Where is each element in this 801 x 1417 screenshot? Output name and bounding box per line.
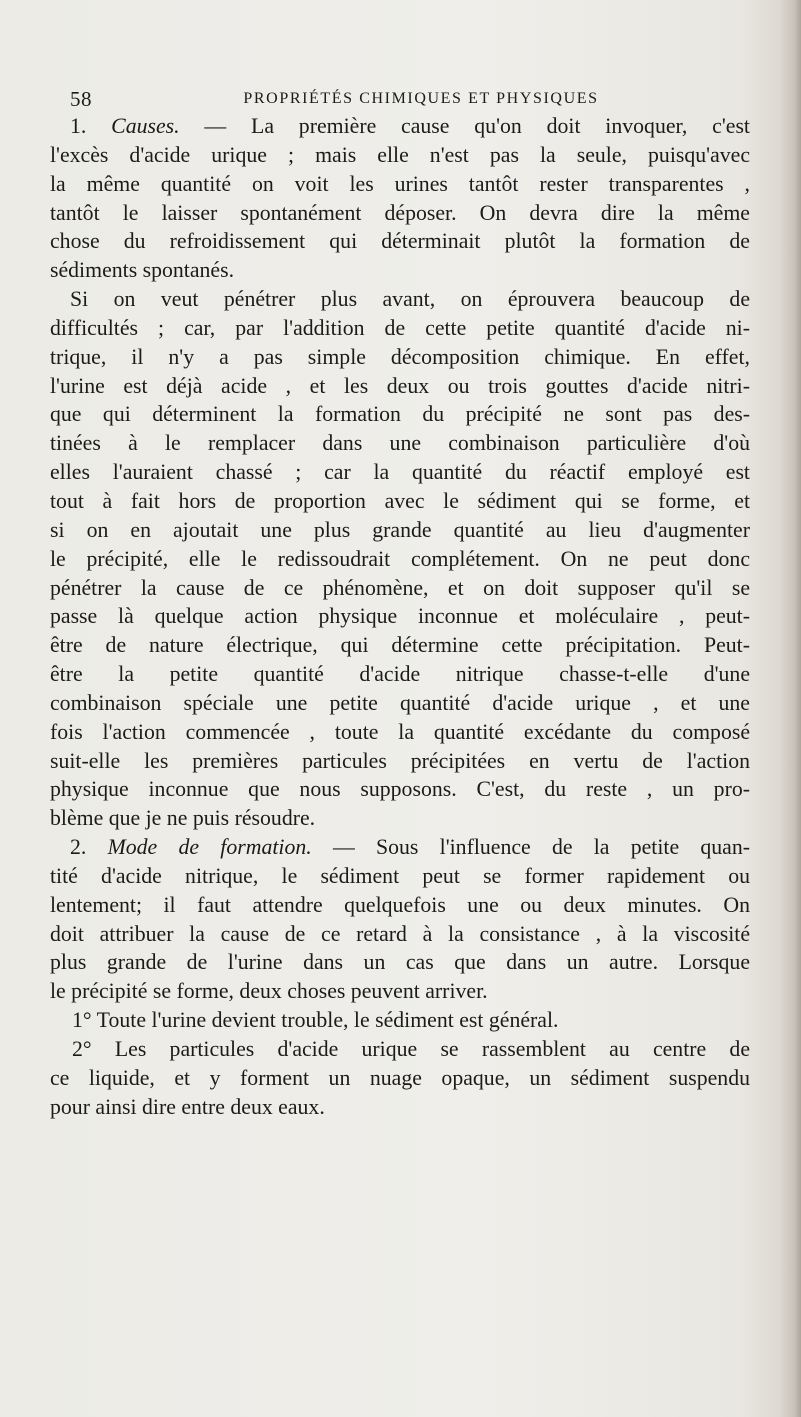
text-line: pénétrer la cause de ce phénomène, et on doit supposer qu'il se bbox=[50, 575, 750, 600]
text-line: que qui déterminent la formation du précipité ne sont pas des- bbox=[50, 402, 750, 427]
page-number: 58 bbox=[70, 87, 92, 111]
text-line: 2. Mode de formation. — Sous l'influence de la petite quan- bbox=[70, 835, 751, 860]
text-line: difficultés ; car, par l'addition de cette petite quantité d'acide ni- bbox=[50, 315, 750, 340]
section-number: 2. bbox=[70, 835, 108, 860]
text-line: pour ainsi dire entre deux eaux. bbox=[50, 1094, 325, 1119]
text-line: sédiments spontanés. bbox=[50, 258, 235, 283]
text-line: passe là quelque action physique inconnue et moléculaire , peut- bbox=[50, 604, 750, 629]
text-line: ce liquide, et y forment un nuage opaque, un sédiment suspendu bbox=[50, 1065, 750, 1090]
section-heading: Mode de formation. bbox=[107, 835, 312, 860]
text-line: si on en ajoutait une plus grande quantité au lieu d'augmenter bbox=[50, 517, 750, 542]
text-line: la même quantité on voit les urines tantôt rester transparentes , bbox=[50, 171, 750, 196]
text-line: le précipité, elle le redissoudrait complétement. On ne peut donc bbox=[50, 546, 750, 571]
text-line: tinées à le remplacer dans une combinaison particulière d'où bbox=[50, 431, 750, 456]
section-number: 1. bbox=[70, 114, 112, 138]
text-line: chose du refroidissement qui déterminait plutôt la formation de bbox=[50, 229, 750, 254]
text-line: fois l'action commencée , toute la quantité excédante du composé bbox=[50, 719, 750, 744]
text-line: 1. Causes. — La première cause qu'on doit invoquer, c'est bbox=[70, 114, 750, 138]
text-line: elles l'auraient chassé ; car la quantité du réactif employé est bbox=[50, 460, 750, 485]
list-item: 2° Les particules d'acide urique se rassemblent au centre de bbox=[72, 1037, 750, 1061]
running-title: PROPRIÉTÉS CHIMIQUES ET PHYSIQUES bbox=[243, 90, 599, 107]
text-line: tité d'acide nitrique, le sédiment peut se former rapidement ou bbox=[50, 863, 750, 888]
section-heading: Causes. bbox=[111, 114, 180, 138]
page-header bbox=[70, 87, 750, 115]
text-line: lentement; il faut attendre quelquefois une ou deux minutes. On bbox=[50, 892, 750, 917]
text-line: être la petite quantité d'acide nitrique chasse-t-elle d'une bbox=[50, 662, 750, 687]
text-line: suit-elle les premières particules précipitées en vertu de l'action bbox=[50, 748, 750, 773]
text-line: l'excès d'acide urique ; mais elle n'est pas la seule, puisqu'avec bbox=[50, 142, 750, 167]
text-line: doit attribuer la cause de ce retard à la consistance , à la viscosité bbox=[50, 921, 750, 946]
list-item: 1° Toute l'urine devient trouble, le sédiment est général. bbox=[72, 1008, 559, 1033]
text-line: être de nature électrique, qui détermine cette précipitation. Peut- bbox=[50, 633, 750, 658]
text-line: plus grande de l'urine dans un cas que dans un autre. Lorsque bbox=[50, 950, 750, 975]
page-edge-shadow bbox=[779, 0, 801, 1417]
text-line: tantôt le laisser spontanément déposer. On devra dire la même bbox=[50, 200, 750, 225]
body-text bbox=[50, 112, 750, 1122]
text-line: Si on veut pénétrer plus avant, on éprouvera beaucoup de bbox=[70, 287, 750, 312]
text-line: combinaison spéciale une petite quantité d'acide urique , et une bbox=[50, 690, 750, 715]
text-line: le précipité se forme, deux choses peuvent arriver. bbox=[50, 979, 488, 1004]
text-line: tout à fait hors de proportion avec le sédiment qui se forme, et bbox=[50, 488, 750, 513]
text-line: physique inconnue que nous supposons. C'est, du reste , un pro- bbox=[50, 777, 750, 802]
text-line: blème que je ne puis résoudre. bbox=[50, 806, 316, 831]
text-line: trique, il n'y a pas simple décomposition chimique. En effet, bbox=[50, 344, 750, 369]
text-line: l'urine est déjà acide , et les deux ou trois gouttes d'acide nitri- bbox=[50, 373, 750, 398]
